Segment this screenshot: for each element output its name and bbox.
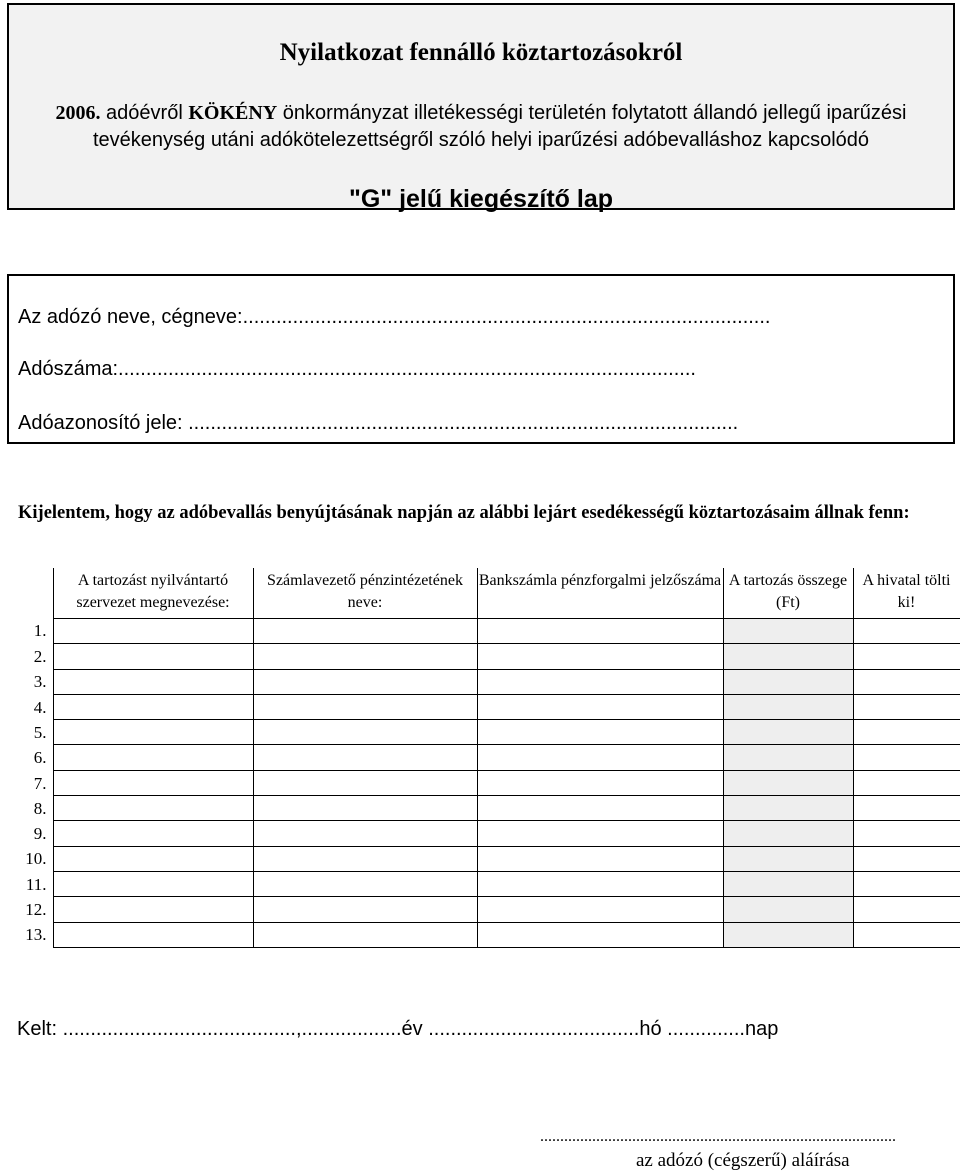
cell-organization[interactable] [53, 694, 253, 719]
cell-office-use [853, 796, 960, 821]
form-subtitle: "G" jelű kiegészítő lap [348, 185, 614, 213]
cell-bank-name[interactable] [253, 821, 477, 846]
tax-number-field[interactable]: Adószáma:........................................................................................................ [18, 358, 696, 380]
cell-bank-name[interactable] [253, 922, 477, 947]
intro-text-line2: tevékenység utáni adókötelezettségről szóló helyi iparűzési adóbevalláshoz kapcsolódó [92, 129, 870, 151]
cell-office-use [853, 821, 960, 846]
cell-office-use [853, 619, 960, 644]
table-row [7, 922, 960, 947]
table-row [7, 644, 960, 669]
cell-account-number[interactable] [477, 871, 723, 896]
table-row [7, 821, 960, 846]
table-row [7, 669, 960, 694]
row-number: 11. [25, 874, 47, 894]
header-bank-name: Számlavezető pénzintézetének neve: [253, 568, 477, 619]
cell-office-use [853, 897, 960, 922]
cell-organization[interactable] [53, 720, 253, 745]
cell-debt-amount[interactable] [723, 770, 853, 795]
row-number: 5. [33, 722, 47, 742]
cell-account-number[interactable] [477, 720, 723, 745]
cell-account-number[interactable] [477, 796, 723, 821]
cell-organization[interactable] [53, 770, 253, 795]
cell-office-use [853, 745, 960, 770]
cell-account-number[interactable] [477, 694, 723, 719]
cell-bank-name[interactable] [253, 796, 477, 821]
table-row [7, 720, 960, 745]
table-row [7, 694, 960, 719]
cell-debt-amount[interactable] [723, 694, 853, 719]
row-number: 2. [33, 647, 47, 667]
form-header-box [7, 3, 955, 213]
cell-bank-name[interactable] [253, 644, 477, 669]
table-header-row [7, 568, 960, 619]
cell-debt-amount[interactable] [723, 619, 853, 644]
cell-bank-name[interactable] [253, 619, 477, 644]
table-row [7, 846, 960, 871]
intro-text-line1: önkormányzat illetékességi területén folytatott állandó jellegű iparűzési [277, 102, 907, 124]
form-intro [9, 100, 953, 154]
cell-organization[interactable] [53, 796, 253, 821]
table-row [7, 745, 960, 770]
cell-office-use [853, 922, 960, 947]
cell-office-use [853, 720, 960, 745]
cell-organization[interactable] [53, 669, 253, 694]
row-number: 10. [25, 849, 47, 869]
table-row [7, 619, 960, 644]
cell-office-use [853, 871, 960, 896]
row-number: 7. [33, 773, 47, 793]
cell-debt-amount[interactable] [723, 871, 853, 896]
declaration-text: Kijelentem, hogy az adóbevallás benyújtásának napján az alábbi lejárt esedékességű köztartozásaim állnak fenn: [18, 503, 910, 523]
tax-year: 2006. [55, 102, 101, 124]
cell-bank-name[interactable] [253, 897, 477, 922]
cell-bank-name[interactable] [253, 770, 477, 795]
cell-account-number[interactable] [477, 619, 723, 644]
cell-account-number[interactable] [477, 922, 723, 947]
header-debt-amount: A tartozás összege (Ft) [723, 568, 853, 619]
cell-office-use [853, 644, 960, 669]
cell-debt-amount[interactable] [723, 821, 853, 846]
cell-account-number[interactable] [477, 846, 723, 871]
debts-table [7, 568, 960, 948]
cell-organization[interactable] [53, 922, 253, 947]
row-number: 3. [33, 672, 47, 692]
cell-organization[interactable] [53, 871, 253, 896]
signature-label: az adózó (cégszerű) aláírása [636, 1150, 850, 1171]
cell-debt-amount[interactable] [723, 846, 853, 871]
row-number: 13. [25, 925, 47, 945]
row-number: 6. [33, 748, 47, 768]
cell-bank-name[interactable] [253, 669, 477, 694]
cell-bank-name[interactable] [253, 846, 477, 871]
cell-organization[interactable] [53, 897, 253, 922]
tax-id-field[interactable]: Adóazonosító jele: ................................................................................................... [18, 412, 739, 434]
table-row [7, 770, 960, 795]
cell-office-use [853, 669, 960, 694]
cell-debt-amount[interactable] [723, 796, 853, 821]
cell-office-use [853, 846, 960, 871]
cell-debt-amount[interactable] [723, 897, 853, 922]
row-number: 8. [33, 798, 47, 818]
municipality-name: KÖKÉNY [188, 102, 278, 124]
cell-debt-amount[interactable] [723, 922, 853, 947]
cell-account-number[interactable] [477, 644, 723, 669]
row-number: 12. [25, 900, 47, 920]
table-row [7, 796, 960, 821]
cell-bank-name[interactable] [253, 871, 477, 896]
cell-bank-name[interactable] [253, 745, 477, 770]
cell-account-number[interactable] [477, 821, 723, 846]
cell-account-number[interactable] [477, 770, 723, 795]
form-title: Nyilatkozat fennálló köztartozásokról [279, 39, 683, 66]
cell-organization[interactable] [53, 745, 253, 770]
cell-organization[interactable] [53, 644, 253, 669]
cell-debt-amount[interactable] [723, 644, 853, 669]
cell-account-number[interactable] [477, 745, 723, 770]
header-office-use: A hivatal tölti ki! [853, 568, 960, 619]
taxpayer-name-field[interactable]: Az adózó neve, cégneve:............................................................................................... [18, 306, 771, 328]
header-organization: A tartozást nyilvántartó szervezet megnevezése: [53, 568, 253, 619]
cell-office-use [853, 694, 960, 719]
cell-bank-name[interactable] [253, 694, 477, 719]
row-number: 1. [33, 621, 47, 641]
cell-office-use [853, 770, 960, 795]
cell-debt-amount[interactable] [723, 669, 853, 694]
cell-organization[interactable] [53, 821, 253, 846]
row-number: 9. [33, 824, 47, 844]
taxpayer-info-box [7, 274, 955, 444]
cell-organization[interactable] [53, 619, 253, 644]
cell-organization[interactable] [53, 846, 253, 871]
cell-debt-amount[interactable] [723, 720, 853, 745]
row-number: 4. [33, 697, 47, 717]
cell-bank-name[interactable] [253, 720, 477, 745]
cell-debt-amount[interactable] [723, 745, 853, 770]
table-row [7, 897, 960, 922]
date-line[interactable]: Kelt: ..........................................,..................év ......................................hó ..............nap [17, 1018, 779, 1040]
cell-account-number[interactable] [477, 669, 723, 694]
table-row [7, 871, 960, 896]
intro-text-pre: adóévről [100, 102, 189, 124]
signature-line[interactable]: ......................................................................................... [540, 1128, 896, 1145]
header-number-col [7, 568, 53, 619]
header-account-number: Bankszámla pénzforgalmi jelzőszáma [477, 568, 723, 619]
cell-account-number[interactable] [477, 897, 723, 922]
